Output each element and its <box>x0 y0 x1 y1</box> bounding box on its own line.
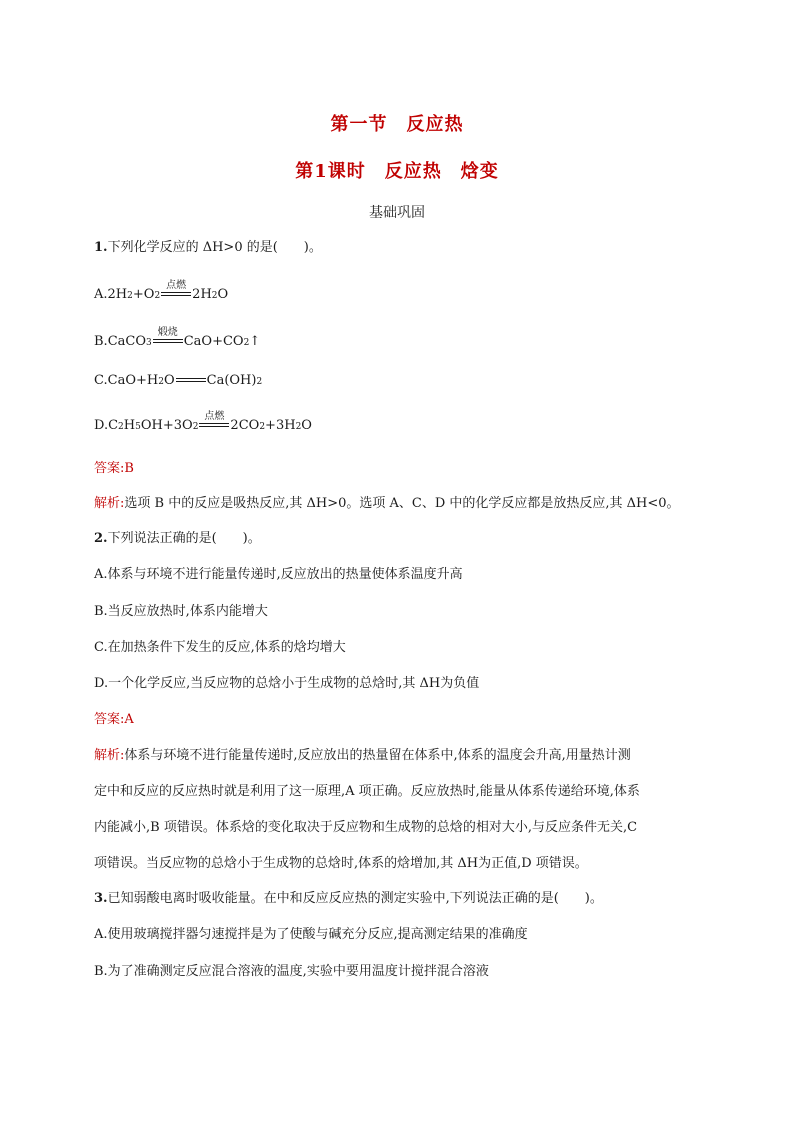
q1-stem: 1.下列化学反应的 ΔH>0 的是( )。 <box>94 240 322 255</box>
equals-arrow: 煅烧 <box>153 337 183 345</box>
section-heading: 基础巩固 <box>369 205 425 221</box>
q1-option-d: D. C 2 H 5 OH+3O 2 点燃 2CO 2 +3H 2 O <box>94 411 312 433</box>
equals-arrow: 点燃 <box>199 421 229 429</box>
q2-stem: 2.下列说法正确的是( )。 <box>94 531 261 546</box>
lesson-title: 第1课时 反应热 焓变 <box>295 161 499 182</box>
equals-arrow <box>176 376 206 384</box>
q3-stem: 3.已知弱酸电离时吸收能量。在中和反应反应热的测定实验中,下列说法正确的是( )。 <box>94 891 603 906</box>
q2-option-a: A.体系与环境不进行能量传递时,反应放出的热量使体系温度升高 <box>94 567 463 582</box>
q2-analysis-line-1: 解析:体系与环境不进行能量传递时,反应放出的热量留在体系中,体系的温度会升高,用量热计测 <box>94 748 631 763</box>
equals-arrow: 点燃 <box>161 290 191 298</box>
q2-analysis-line-4: 项错误。当反应物的总焓小于生成物的总焓时,体系的焓增加,其 ΔH为正值,D 项错误。 <box>94 856 588 871</box>
q1-option-b: B. CaCO 3 煅烧 CaO+CO 2 ↑ <box>94 327 261 349</box>
q1-analysis: 解析:选项 B 中的反应是吸热反应,其 ΔH>0。选项 A、C、D 中的化学反应都是放热反应,其 ΔH<0。 <box>94 496 680 511</box>
q3-option-b: B.为了准确测定反应混合溶液的温度,实验中要用温度计搅拌混合溶液 <box>94 964 489 979</box>
q2-option-c: C.在加热条件下发生的反应,体系的焓均增大 <box>94 640 346 655</box>
q2-analysis-line-3: 内能减小,B 项错误。体系焓的变化取决于反应物和生成物的总焓的相对大小,与反应条件无关,C <box>94 820 638 835</box>
q1-option-c: C. CaO+H 2 O Ca(OH) 2 <box>94 373 263 388</box>
q1-answer: 答案:B <box>94 461 134 476</box>
q2-answer: 答案:A <box>94 712 134 727</box>
chapter-title: 第一节 反应热 <box>330 114 464 135</box>
q2-option-d: D.一个化学反应,当反应物的总焓小于生成物的总焓时,其 ΔH为负值 <box>94 676 480 691</box>
q1-option-a: A. 2H 2 +O 2 点燃 2H 2 O <box>94 280 229 302</box>
q2-option-b: B.当反应放热时,体系内能增大 <box>94 604 268 619</box>
q2-analysis-line-2: 定中和反应的反应热时就是利用了这一原理,A 项正确。反应放热时,能量从体系传递给环境,体系 <box>94 784 640 799</box>
q3-option-a: A.使用玻璃搅拌器匀速搅拌是为了使酸与碱充分反应,提高测定结果的准确度 <box>94 927 528 942</box>
